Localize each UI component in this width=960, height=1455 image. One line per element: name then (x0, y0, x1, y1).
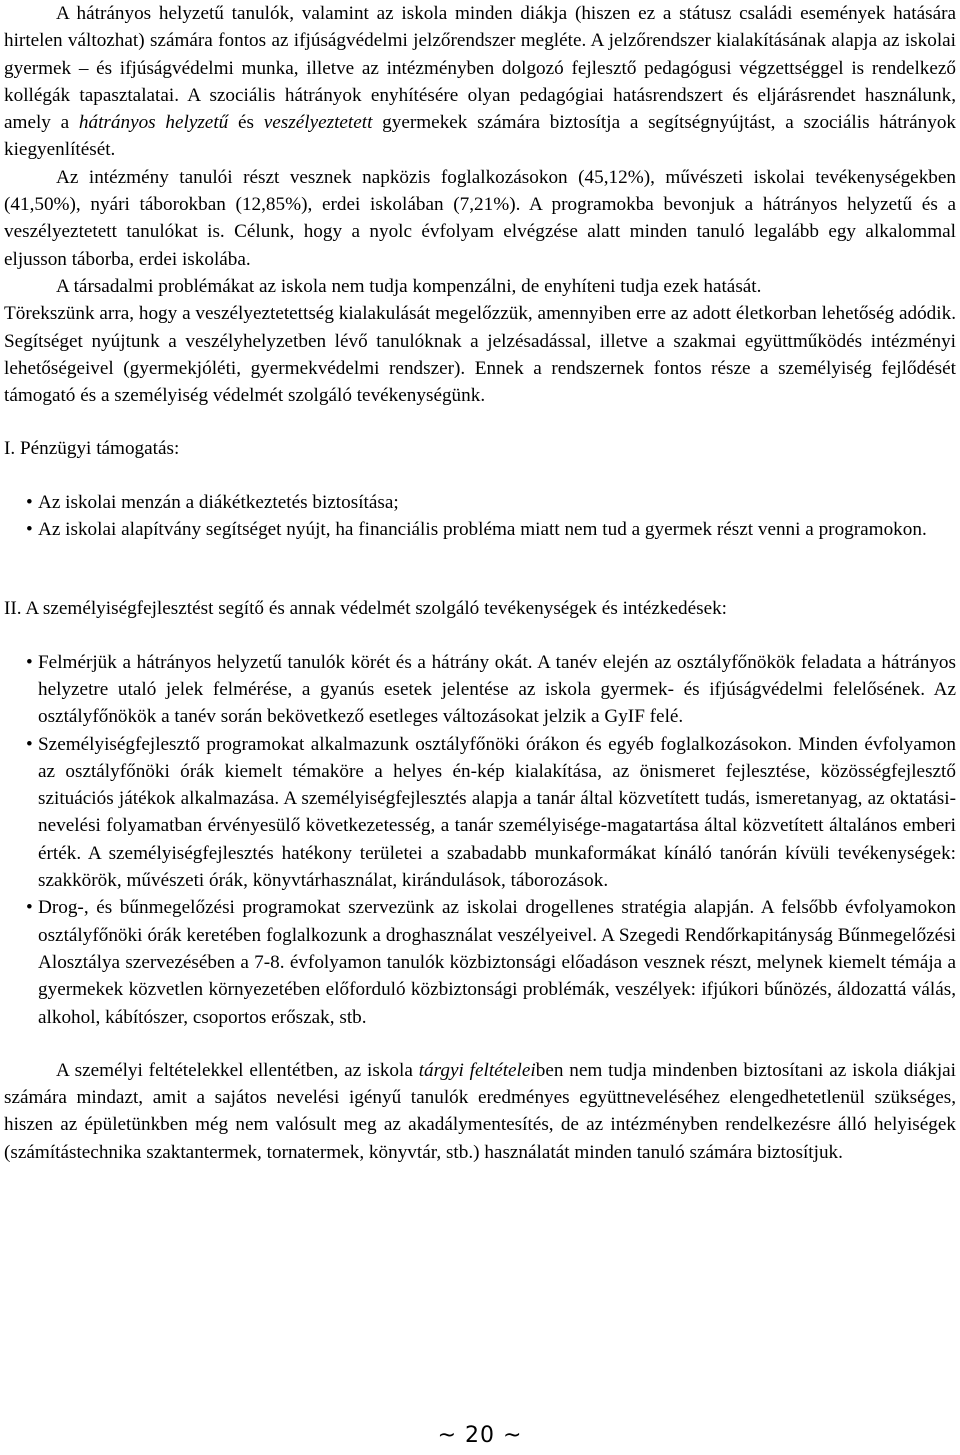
list-item-text: Az iskolai alapítvány segítséget nyújt, ha financiális probléma miatt nem tud a gyermek részt venni a programokon. (38, 519, 927, 541)
text-run: A személyi feltételekkel ellentétben, az iskola (56, 1059, 419, 1081)
bullet-icon: • (26, 519, 33, 541)
intro-paragraph-4: Törekszünk arra, hogy a veszélyeztetettség kialakulását megelőzzük, amennyiben erre az adott életkorban lehetőség adódik. Segítséget nyújtunk a veszélyhelyzetben lévő tanulóknak a jelzésadással, illetve a szakmai együttműködés intézményi lehetőségeivel (gyermekjóléti, gyermekvédelmi rendszer). Ennek a rendszernek fontos része a személyiség fejlődését támogató és a személyiség védelmét szolgáló tevékenységünk. (4, 303, 956, 407)
list-item (4, 489, 956, 516)
list-item (4, 894, 956, 1030)
text-run: gyermekek számára biztosítja a segítségnyújtást, a szociális hátrányok kiegyenlítését. (4, 112, 957, 161)
bullet-icon: • (26, 897, 33, 919)
list-item (4, 516, 956, 543)
document-page (4, 0, 956, 1166)
italic-term: tárgyi feltételei (418, 1059, 536, 1081)
text-run: és (228, 112, 264, 134)
list-item-text: Az iskolai menzán a diákétkeztetés biztosítása; (38, 491, 399, 513)
intro-paragraph-3: A társadalmi problémákat az iskola nem tudja kompenzálni, de enyhíteni tudja ezek hatását. (56, 275, 762, 297)
bullet-icon: • (26, 491, 33, 513)
page-number: ~ 20 ~ (437, 1423, 523, 1448)
list-item-text: Személyiségfejlesztő programokat alkalmazunk osztályfőnöki órákon és egyéb foglalkozásokon. Minden évfolyamon az osztályfőnöki órák kiemelt témaköre a helyes én-kép kialakítása, az önismeret fejlesztése, közösségfejlesztő szituációs játékok alkalmazása. A személyiségfejlesztés alapja a tanár által közvetített tudás, ismeretanyag, az oktatási-nevelési folyamatban érvényesülő következetesség, a tanár személyisége-magatartása által közvetített általános emberi érték. A személyiségfejlesztés hatékony területei a szabadabb munkaformákat kínáló tanórán kívüli tevékenységek: szakkörök, művészeti órák, könyvtárhasználat, kirándulások, táborozások. (38, 733, 956, 892)
list-item (4, 731, 956, 895)
italic-term: hátrányos helyzetű (78, 112, 229, 134)
bullet-icon: • (26, 651, 33, 673)
section-1-heading: I. Pénzügyi támogatás: (4, 438, 180, 460)
section-1-list (4, 489, 956, 544)
section-2-heading: II. A személyiségfejlesztést segítő és annak védelmét szolgáló tevékenységek és intézkedések: (4, 598, 728, 620)
italic-term: veszélyeztetett (263, 112, 373, 134)
intro-paragraph-2: Az intézmény tanulói részt vesznek napközis foglalkozásokon (45,12%), művészeti iskolai tevékenységekben (41,50%), nyári táborokban (12,85%), erdei iskolában (7,21%). A programokba bevonjuk a hátrányos helyzetű és a veszélyeztetett tanulókat is. Célunk, hogy a nyolc évfolyam elvégzése alatt minden tanuló legalább egy alkalommal eljusson táborba, erdei iskolába. (4, 166, 956, 270)
text-run: A hátrányos helyzetű tanulók, valamint az iskola minden diákja (hiszen ez a státusz családi események hatására hirtelen változhat) számára fontos az ifjúságvédelmi jelzőrendszer megléte. A jelzőrendszer kialakításának alapja az iskolai gyermek – és ifjúságvédelmi munka, illetve az intézményben dolgozó fejlesztő pedagógusi végzettséggel is rendelkező kollégák tapasztalatai. A szociális hátrányok enyhítésére olyan pedagógiai hatásrendszert és eljárásrendet használunk, amely a (4, 3, 956, 134)
closing-paragraph (4, 1057, 956, 1166)
list-item-text: Felmérjük a hátrányos helyzetű tanulók körét és a hátrány okát. A tanév elején az osztályfőnökök feladata a hátrányos helyzetre utaló jelek felmérése, a gyanús esetek jelentése az iskola gyermek- és ifjúságvédelmi felelősének. Az osztályfőnökök a tanév során bekövetkező esetleges változásokat jelzik a GyIF felé. (38, 651, 956, 728)
list-item (4, 649, 956, 731)
list-item-text: Drog-, és bűnmegelőzési programokat szervezünk az iskolai drogellenes stratégia alapján. A felsőbb évfolyamokon osztályfőnöki órák keretében foglalkozunk a droghasználat veszélyeivel. A Szegedi Rendőrkapitányság Bűnmegelőzési Alosztálya szervezésében a 7-8. évfolyamon tanulók közbiztonsági előadáson vesznek részt, melynek kiemelt témája a gyermekek közvetlen környezetében előforduló közbiztonsági problémák, veszélyek: ifjúkori bűnözés, áldozattá válás, alkohol, kábítószer, csoportos erőszak, stb. (38, 897, 956, 1028)
intro-paragraph-1 (4, 0, 956, 164)
bullet-icon: • (26, 733, 33, 755)
text-run: ben nem tudja mindenben biztosítani az iskola diákjai számára mindazt, amit a sajátos nevelési igényű tanulók eredményes együttneveléséhez elengedhetetlenül szükséges, hiszen az épületünkben még nem valósult meg az akadálymentesítés, de az intézményben rendelkezésre álló helyiségek (számítástechnika szaktantermek, tornatermek, könyvtár, stb.) használatát minden tanuló számára biztosítjuk. (4, 1059, 956, 1163)
section-2-list (4, 649, 956, 1031)
